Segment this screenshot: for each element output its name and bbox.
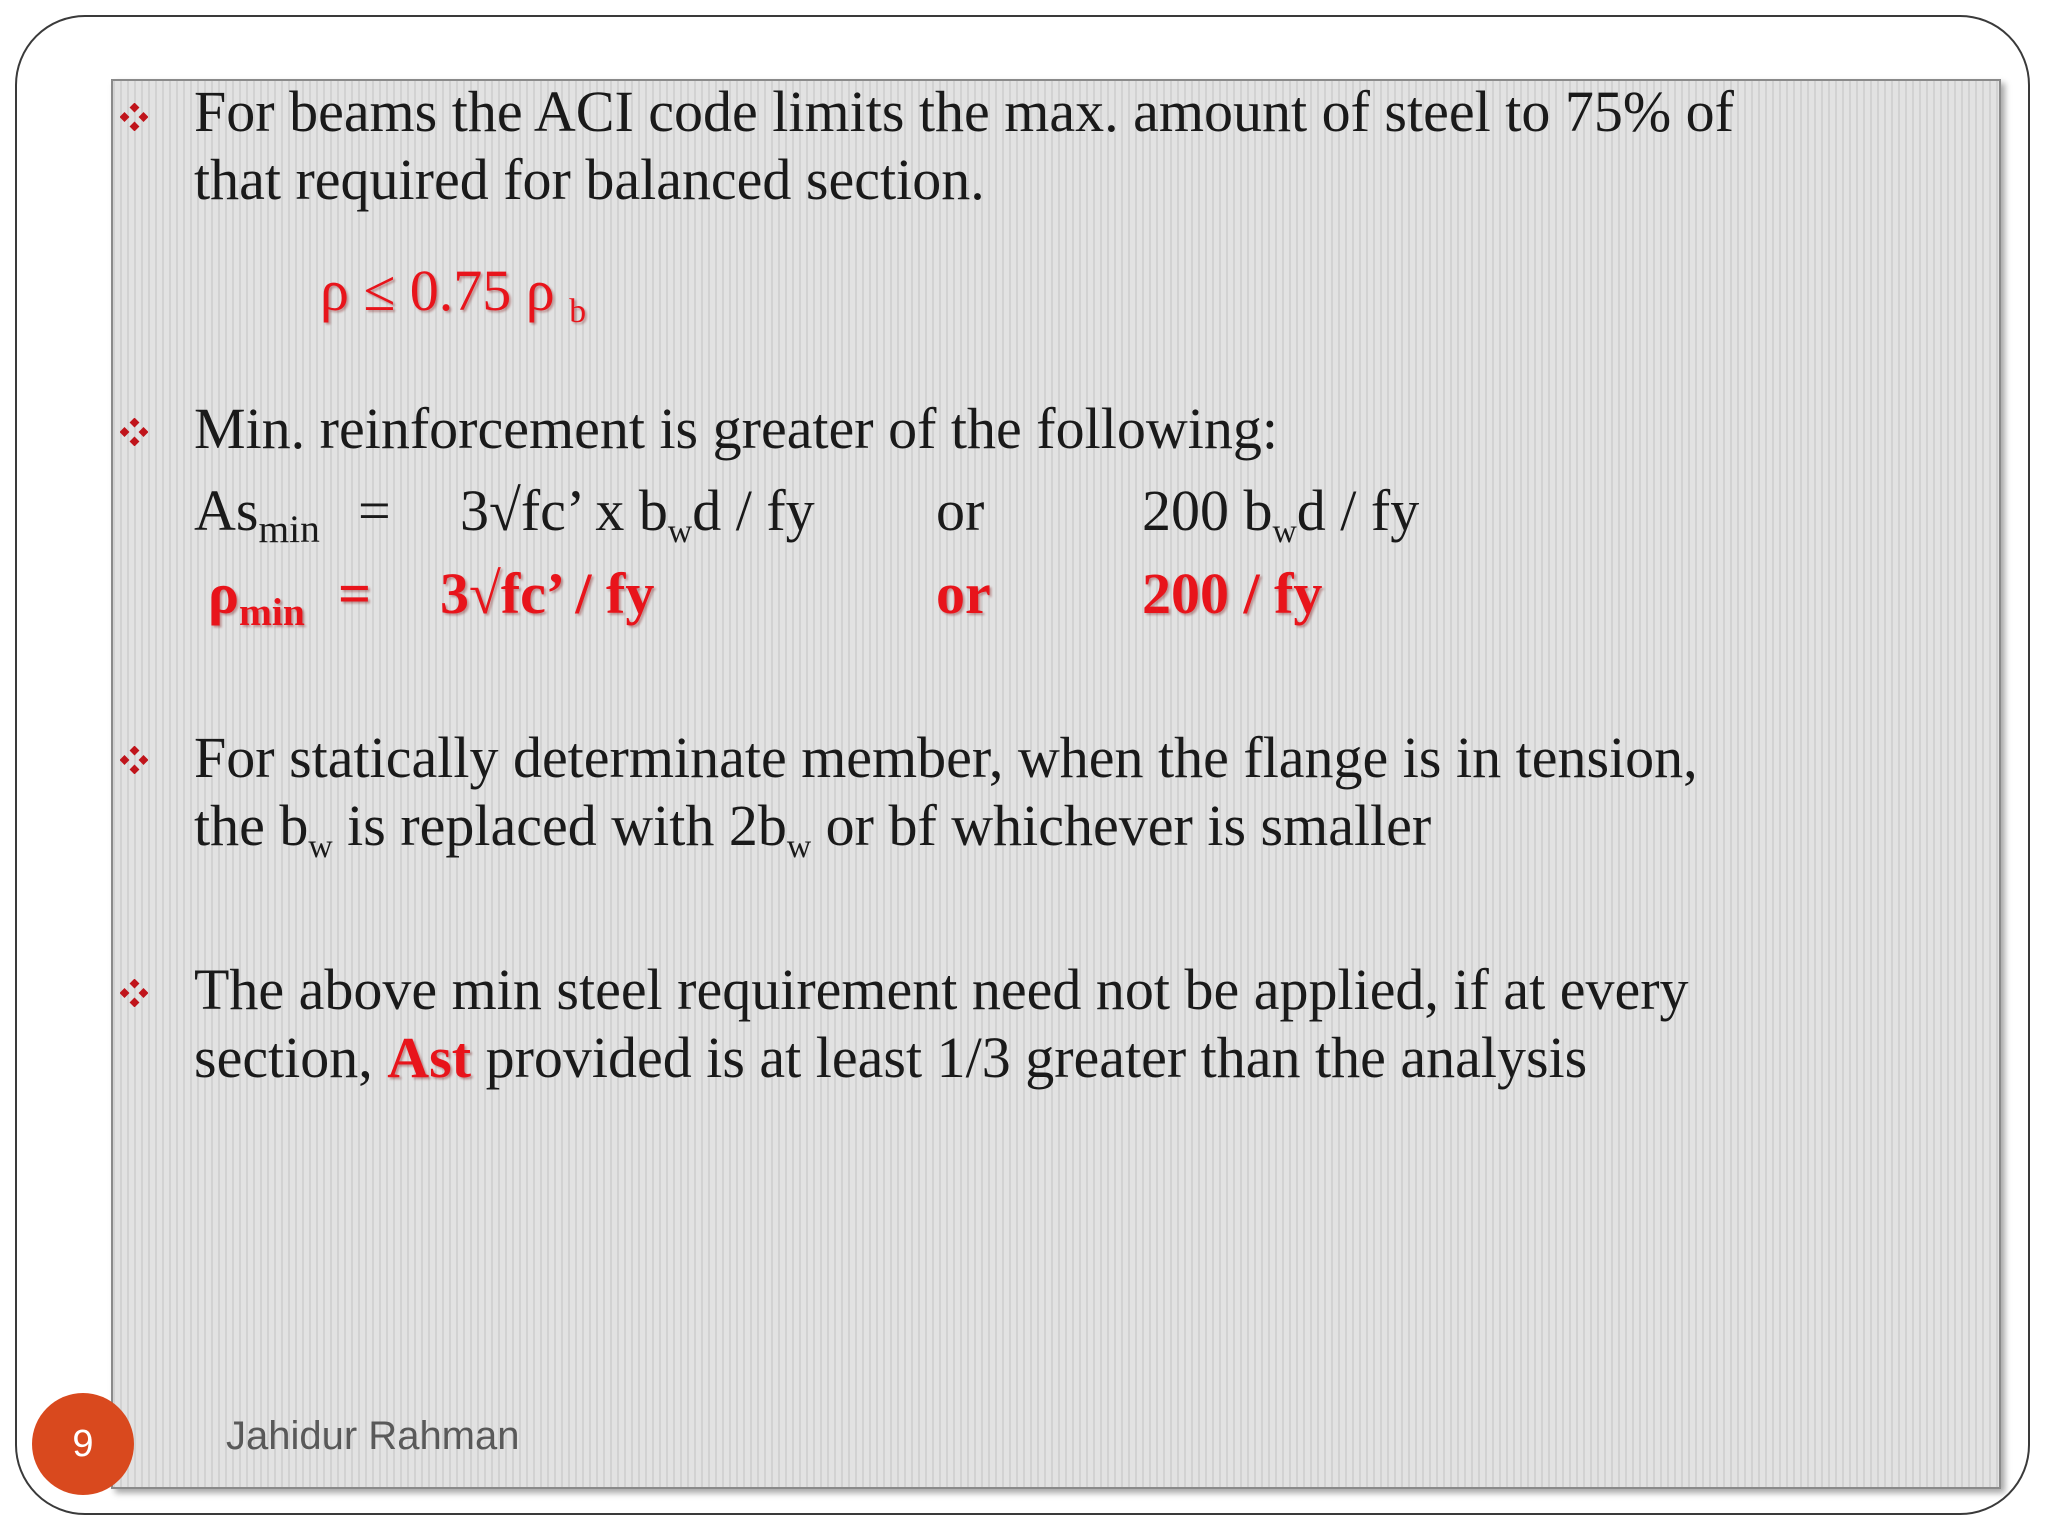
as-min-label-text: As xyxy=(194,478,259,543)
bullet-3-line-1: For statically determinate member, when the flange is in tension, xyxy=(194,725,1698,790)
flange-line-sub-2: w xyxy=(786,827,812,865)
rho-min-label xyxy=(208,561,305,634)
as-min-expr-2-pre: 200 b xyxy=(1142,478,1273,543)
bullet-4-line-1: The above min steel requirement need not be applied, if at every xyxy=(194,957,1689,1022)
flange-line-sub-1: w xyxy=(308,827,333,865)
rho-min-equals: = xyxy=(338,561,372,626)
ast-highlight: Ast xyxy=(387,1025,472,1090)
as-min-expr-1 xyxy=(460,478,815,550)
as-min-expr-1-pre: 3√fc’ x b xyxy=(460,478,668,543)
as-min-equals: = xyxy=(358,478,391,543)
rho-min-expr-2: 200 / fy xyxy=(1142,561,1323,626)
as-min-expr-1-sub: w xyxy=(667,512,693,550)
as-min-expr-2-post: d / fy xyxy=(1296,478,1420,543)
min-steel-line-pre: section, xyxy=(194,1025,388,1090)
rho-min-expr-1: 3√fc’ / fy xyxy=(440,561,655,626)
bullet-1-line-1: For beams the ACI code limits the max. amount of steel to 75% of xyxy=(194,79,1734,144)
author-name: Jahidur Rahman xyxy=(226,1414,520,1458)
bullet-2-line-1: Min. reinforcement is greater of the following: xyxy=(194,396,1278,461)
as-min-expr-2-sub: w xyxy=(1272,512,1297,550)
rho-min-label-sub: min xyxy=(239,589,305,634)
flange-line-pre: the b xyxy=(194,793,309,858)
flange-line-mid: is replaced with 2b xyxy=(332,793,787,858)
rho-min-or: or xyxy=(936,561,991,626)
as-min-expr-1-post: d / fy xyxy=(692,478,815,543)
rho-max-formula-text: ρ ≤ 0.75 ρ xyxy=(320,258,555,323)
as-min-label-sub: min xyxy=(258,506,320,551)
page-number-badge: 9 xyxy=(32,1393,134,1495)
bullet-1-line-2: that required for balanced section. xyxy=(194,147,985,212)
bullet-4-line-2 xyxy=(194,1025,1588,1090)
as-min-or: or xyxy=(936,478,985,543)
rho-max-formula-sub: b xyxy=(569,292,587,330)
diamond-bullet-icon xyxy=(120,979,148,1007)
bullet-3-line-2 xyxy=(194,793,1432,865)
diamond-bullet-icon xyxy=(120,103,148,131)
as-min-label xyxy=(194,478,320,551)
flange-line-post: or bf whichever is smaller xyxy=(811,793,1432,858)
rho-max-formula xyxy=(320,258,587,330)
rho-min-label-text: ρ xyxy=(208,561,240,626)
diamond-bullet-icon xyxy=(120,746,148,774)
as-min-expr-2 xyxy=(1142,478,1420,550)
min-steel-line-post: provided is at least 1/3 greater than the analysis xyxy=(471,1025,1588,1090)
diamond-bullet-icon xyxy=(120,418,148,446)
